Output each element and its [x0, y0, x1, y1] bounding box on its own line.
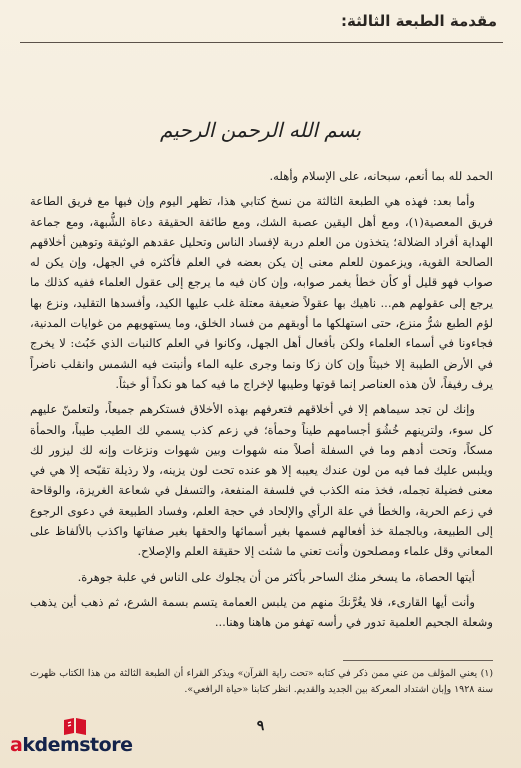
paragraph: وأما بعد: فهذه هي الطبعة الثالثة من نسخ كتابي هذا، تظهر اليوم وإن فيها مع فريق الطاعة فريق المعصية(١)، ومع أهل اليقين عصبة الشك، ومع طائفة الحقيقة دعاة الشُّبهة، ومع جماعة الهداية أفراد الضلالة؛ يتخذون من العلم دربة لإفساد الناس وتحليل عقدهم الوثيقة وتوهين أخلاقهم الصالحة القوية، ويزعمون للعلم معنى إن يكن بعضه في العلم فأكثره في الجهل، وإن يكن له صواب فهو قليل أو كأن خطأ يغمر صوابه، وإن كان فيه ما يرجع إلى عقول العلماء ففيه كذلك ما يرجع إلى عقولهم هم... ناهيك بها عقولاً ضعيفة معتلة غلب عليها الكيد، وأفسدها التقليد، ونزع بها لؤم الطبع شرُّ منزع، حتى استهلكها ما أوبقهم من فساد الخلق، وما يستهويهم من غوايات المدنية، فجاءونا في أسماء العلماء ولكن بأفعال أهل الجهل، وكانوا في العلم كالنبات الذي خَبُث: لا يخرج في الأرض الطيبة إلا خبيثاً وإن كان زكا ونما وجرى عليه الماء وأنبتت فيه الشمس وانقلب ناضراً يرف رفيفاً، لأن هذه العناصر إنما قوتها وطيبها لإخراج ما فيه كما هو نكداً أو خبثاً.: [30, 194, 493, 391]
section-heading: مقدمة الطبعة الثالثة:: [340, 12, 497, 30]
header-rule: [20, 42, 503, 43]
brand-accent: a: [10, 734, 23, 756]
footnote-rule: [343, 660, 493, 661]
paragraph: وأنت أيها القارىء، فلا يغُرَّنكَ منهم من يلبس العمامة يتسم بسمة الشرع، ثم ذهب أين يذهب وشعلة الجحيم العلمية تدور في رأسه تهفو من هاهنا وهنا...: [30, 594, 493, 630]
basmala: بسم الله الرحمن الرحيم: [159, 118, 361, 142]
brand-rest: kdemstore: [22, 734, 133, 756]
book-icon: [62, 716, 88, 736]
paragraph: وإنك لن تجد سيماهم إلا في أخلاقهم فتعرفهم بهذه الأخلاق فستكرهم جميعاً، ولتعلمنّ عليهم كل سوء، ولترينهم خُشُوَ أجسامهم طيناً وحمأة؛ في زعم كذب يسمي لك الطيب طيباً، والحمأة مسكاً، وتحت أدهم وما في السفلة أصلاً منه شهوات وبين شهوات ونزغات وإنه لك ليزور لك ويلبس عليك فما فيه من لون عندك يعيبه إلا هو عنده تحت لون يزينه، ولا رذيلة تقبّحه إلا هي في معنى فضيلة تجمله، فخذ منه الكذب في فلسفة المنفعة، والتسفل في شعاعة الغريزة، والوقاحة في زعم الحرية، والخطأ في علة الرأي والإلحاد في حجة العلم، وفساد الطبيعة في دعوى الرجوع إلى الطبيعة، وبالجملة خذ أفعالهم فسمها بغير أسمائها والحقها بغير صفاتها واكذب بالألفاظ على المعاني وقل علماء ومصلحون وأنت تعني ما شئت إلا حقيقة العلم والإصلاح.: [30, 402, 493, 559]
page-number: ٩: [256, 718, 265, 734]
akdemstore-logo: [10, 716, 170, 756]
brand-wordmark: [10, 734, 132, 756]
paragraph-opening: الحمد لله بما أنعم، سبحانه، على الإسلام وأهله.: [269, 169, 493, 183]
footnote: (١) يعني المؤلف من عني ممن ذكر في كتابه «تحت راية القرآن» ويذكر القراء أن الطبعة الثالثة من هذا الكتاب ظهرت سنة ١٩٢٨ وإبان اشتداد المعركة بين الجديد والقديم. انظر كتابنا «حياة الرافعي».: [30, 668, 493, 695]
page-body: [30, 166, 493, 638]
paragraph: أيتها الحصاة، ما يسخر منك الساحر بأكثر من أن يجلوك على الناس في علبة جوهرة.: [77, 569, 475, 584]
